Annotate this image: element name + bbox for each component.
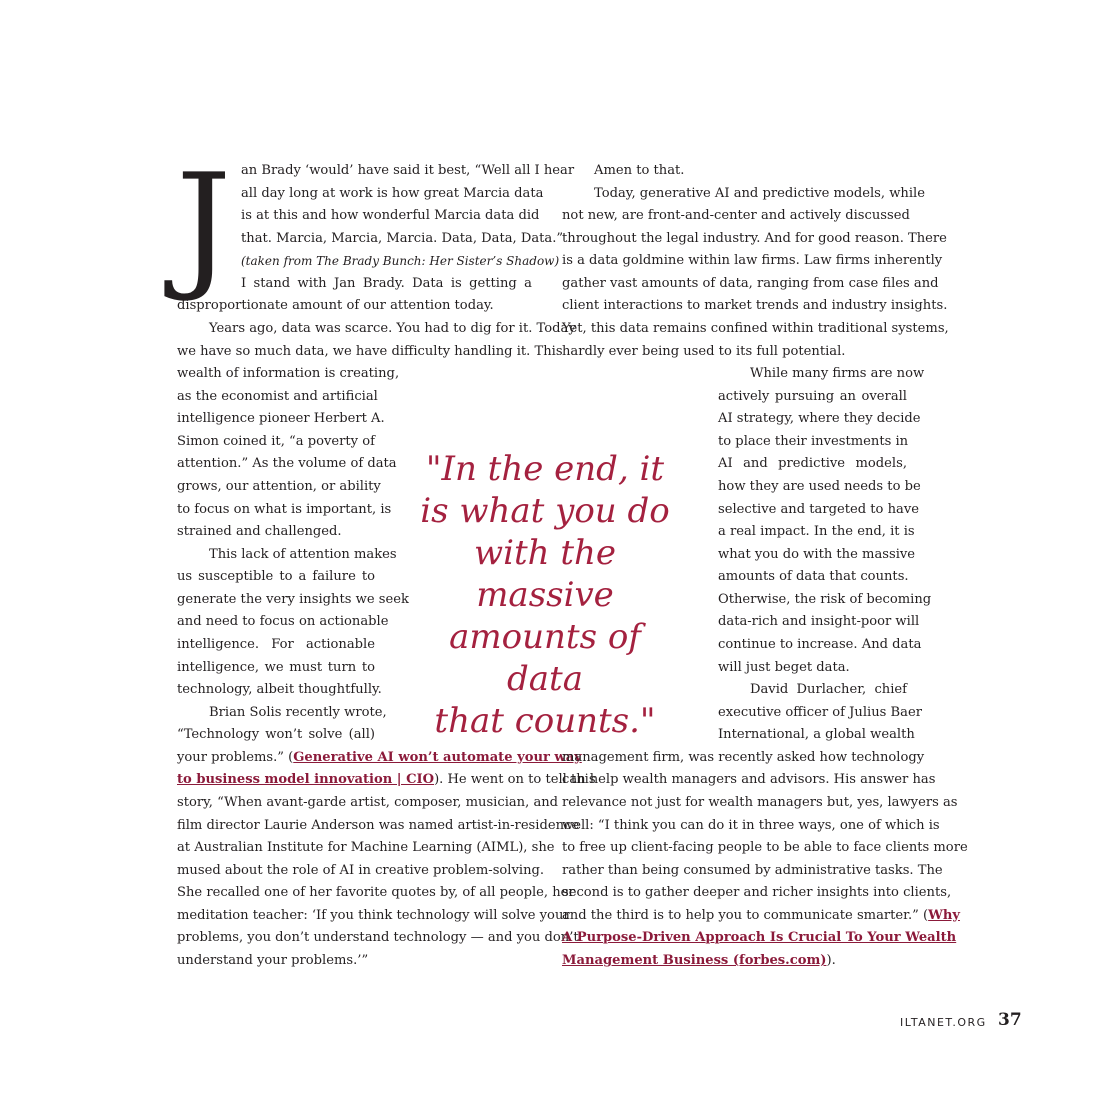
pull-quote-line: "In the end, it — [425, 449, 665, 489]
body-line: mused about the role of AI in creative problem-solving. — [177, 863, 545, 878]
drop-cap: J — [176, 144, 232, 305]
body-line: David Durlacher, chief — [750, 682, 907, 697]
body-line: Otherwise, the risk of becoming — [718, 592, 932, 607]
body-line: to focus on what is important, is — [177, 502, 392, 517]
body-line: management firm, was recently asked how technology — [562, 750, 925, 765]
body-line: well: “I think you can do it in three ways, one of which is — [562, 818, 940, 833]
body-line: all day long at work is how great Marcia data — [241, 186, 544, 201]
body-line: Years ago, data was scarce. You had to dig for it. Today — [209, 321, 576, 336]
body-line: what you do with the massive — [718, 547, 916, 562]
body-line: Yet, this data remains confined within traditional systems, — [562, 321, 949, 336]
body-line: I stand with Jan Brady. Data is getting a — [241, 276, 532, 291]
forbes-article-link-continued[interactable]: A Purpose-Driven Approach Is Crucial To Your Wealth — [562, 930, 957, 945]
body-line: at Australian Institute for Machine Learning (AIML), she — [177, 840, 555, 855]
body-line: we have so much data, we have difficulty handling it. This — [177, 344, 563, 359]
body-line: an Brady ‘would’ have said it best, “Well all I hear — [241, 163, 575, 178]
body-line-with-link — [177, 747, 582, 770]
pull-quote-line: is what you do — [420, 491, 670, 531]
body-line: can help wealth managers and advisors. His answer has — [562, 772, 936, 787]
pull-quote-line: that counts." — [434, 701, 656, 741]
body-line: second is to gather deeper and richer insights into clients, — [562, 885, 952, 900]
body-line: to free up client-facing people to be able to face clients more — [562, 840, 968, 855]
body-line: wealth of information is creating, — [177, 366, 400, 381]
citation-line: (taken from The Brady Bunch: Her Sister’s Shadow) — [241, 254, 560, 268]
body-line: throughout the legal industry. And for good reason. There — [562, 231, 947, 246]
body-line: is a data goldmine within law firms. Law firms inherently — [562, 253, 943, 268]
body-line: Today, generative AI and predictive models, while — [594, 186, 925, 201]
body-line: intelligence, we must turn to — [177, 660, 375, 675]
body-line: Amen to that. — [594, 163, 685, 178]
body-line: generate the very insights we seek — [177, 592, 409, 607]
body-line: intelligence pioneer Herbert A. — [177, 411, 385, 426]
body-line: selective and targeted to have — [718, 502, 919, 517]
body-line: Simon coined it, “a poverty of — [177, 434, 375, 449]
forbes-article-link-end[interactable]: Management Business (forbes.com) — [562, 953, 827, 968]
body-line: understand your problems.’” — [177, 953, 369, 968]
body-line: will just beget data. — [718, 660, 850, 675]
body-line: executive officer of Julius Baer — [718, 705, 922, 720]
body-line-with-link — [562, 905, 960, 928]
pull-quote-line: amounts of data — [449, 617, 641, 699]
body-text: your problems.” ( — [177, 750, 294, 765]
body-line: strained and challenged. — [177, 524, 342, 539]
body-line: continue to increase. And data — [718, 637, 922, 652]
body-line: hardly ever being used to its full potential. — [562, 344, 846, 359]
body-line: This lack of attention makes — [209, 547, 397, 562]
body-line: attention.” As the volume of data — [177, 456, 397, 471]
forbes-article-link[interactable]: Why — [928, 908, 960, 923]
body-line: intelligence. For actionable — [177, 637, 375, 652]
body-line: grows, our attention, or ability — [177, 479, 381, 494]
footer-site-url[interactable]: ILTANET.ORG — [900, 1016, 987, 1029]
body-line: relevance not just for wealth managers but, yes, lawyers as — [562, 795, 958, 810]
body-line: to place their investments in — [718, 434, 909, 449]
body-text: ). — [826, 953, 836, 968]
body-text: and the third is to help you to communicate smarter.” ( — [562, 908, 929, 923]
page-number: 37 — [998, 1010, 1022, 1030]
cio-article-link-continued[interactable]: to business model innovation | CIO — [177, 772, 435, 787]
body-line: gather vast amounts of data, ranging from case files and — [562, 276, 939, 291]
body-line: technology, albeit thoughtfully. — [177, 682, 382, 697]
cio-article-link[interactable]: Generative AI won’t automate your way — [293, 750, 582, 765]
body-line: a real impact. In the end, it is — [718, 524, 915, 539]
body-line: disproportionate amount of our attention today. — [177, 298, 494, 313]
body-line: While many firms are now — [750, 366, 925, 381]
body-line: and need to focus on actionable — [177, 614, 389, 629]
pull-quote-line: with the massive — [473, 533, 617, 615]
body-line: Brian Solis recently wrote, — [209, 705, 387, 720]
body-line-with-link — [177, 769, 596, 792]
body-line: us susceptible to a failure to — [177, 569, 375, 584]
pull-quote — [410, 448, 680, 742]
body-line: that. Marcia, Marcia, Marcia. Data, Data, Data.” — [241, 231, 564, 246]
body-line-with-link — [562, 950, 907, 973]
body-line: problems, you don’t understand technology — and you don’t — [177, 930, 579, 945]
body-line: International, a global wealth — [718, 727, 915, 742]
body-line: story, “When avant-garde artist, composer, musician, and — [177, 795, 559, 810]
body-line: how they are used needs to be — [718, 479, 921, 494]
body-line: data-rich and insight-poor will — [718, 614, 920, 629]
body-line: film director Laurie Anderson was named artist-in-residence — [177, 818, 580, 833]
body-text: ). He went on to tell this — [434, 772, 596, 787]
body-line: is at this and how wonderful Marcia data did — [241, 208, 540, 223]
body-line: rather than being consumed by administrative tasks. The — [562, 863, 943, 878]
body-line: client interactions to market trends and industry insights. — [562, 298, 948, 313]
body-line: meditation teacher: ‘If you think technology will solve your — [177, 908, 570, 923]
body-line-with-link — [562, 927, 957, 950]
body-line: AI and predictive models, — [718, 456, 907, 471]
body-line: AI strategy, where they decide — [718, 411, 921, 426]
body-line: She recalled one of her favorite quotes by, of all people, her — [177, 885, 575, 900]
body-line: actively pursuing an overall — [718, 389, 907, 404]
body-line: not new, are front-and-center and actively discussed — [562, 208, 910, 223]
body-line: amounts of data that counts. — [718, 569, 909, 584]
body-line: “Technology won’t solve (all) — [177, 727, 375, 742]
body-line: as the economist and artificial — [177, 389, 378, 404]
